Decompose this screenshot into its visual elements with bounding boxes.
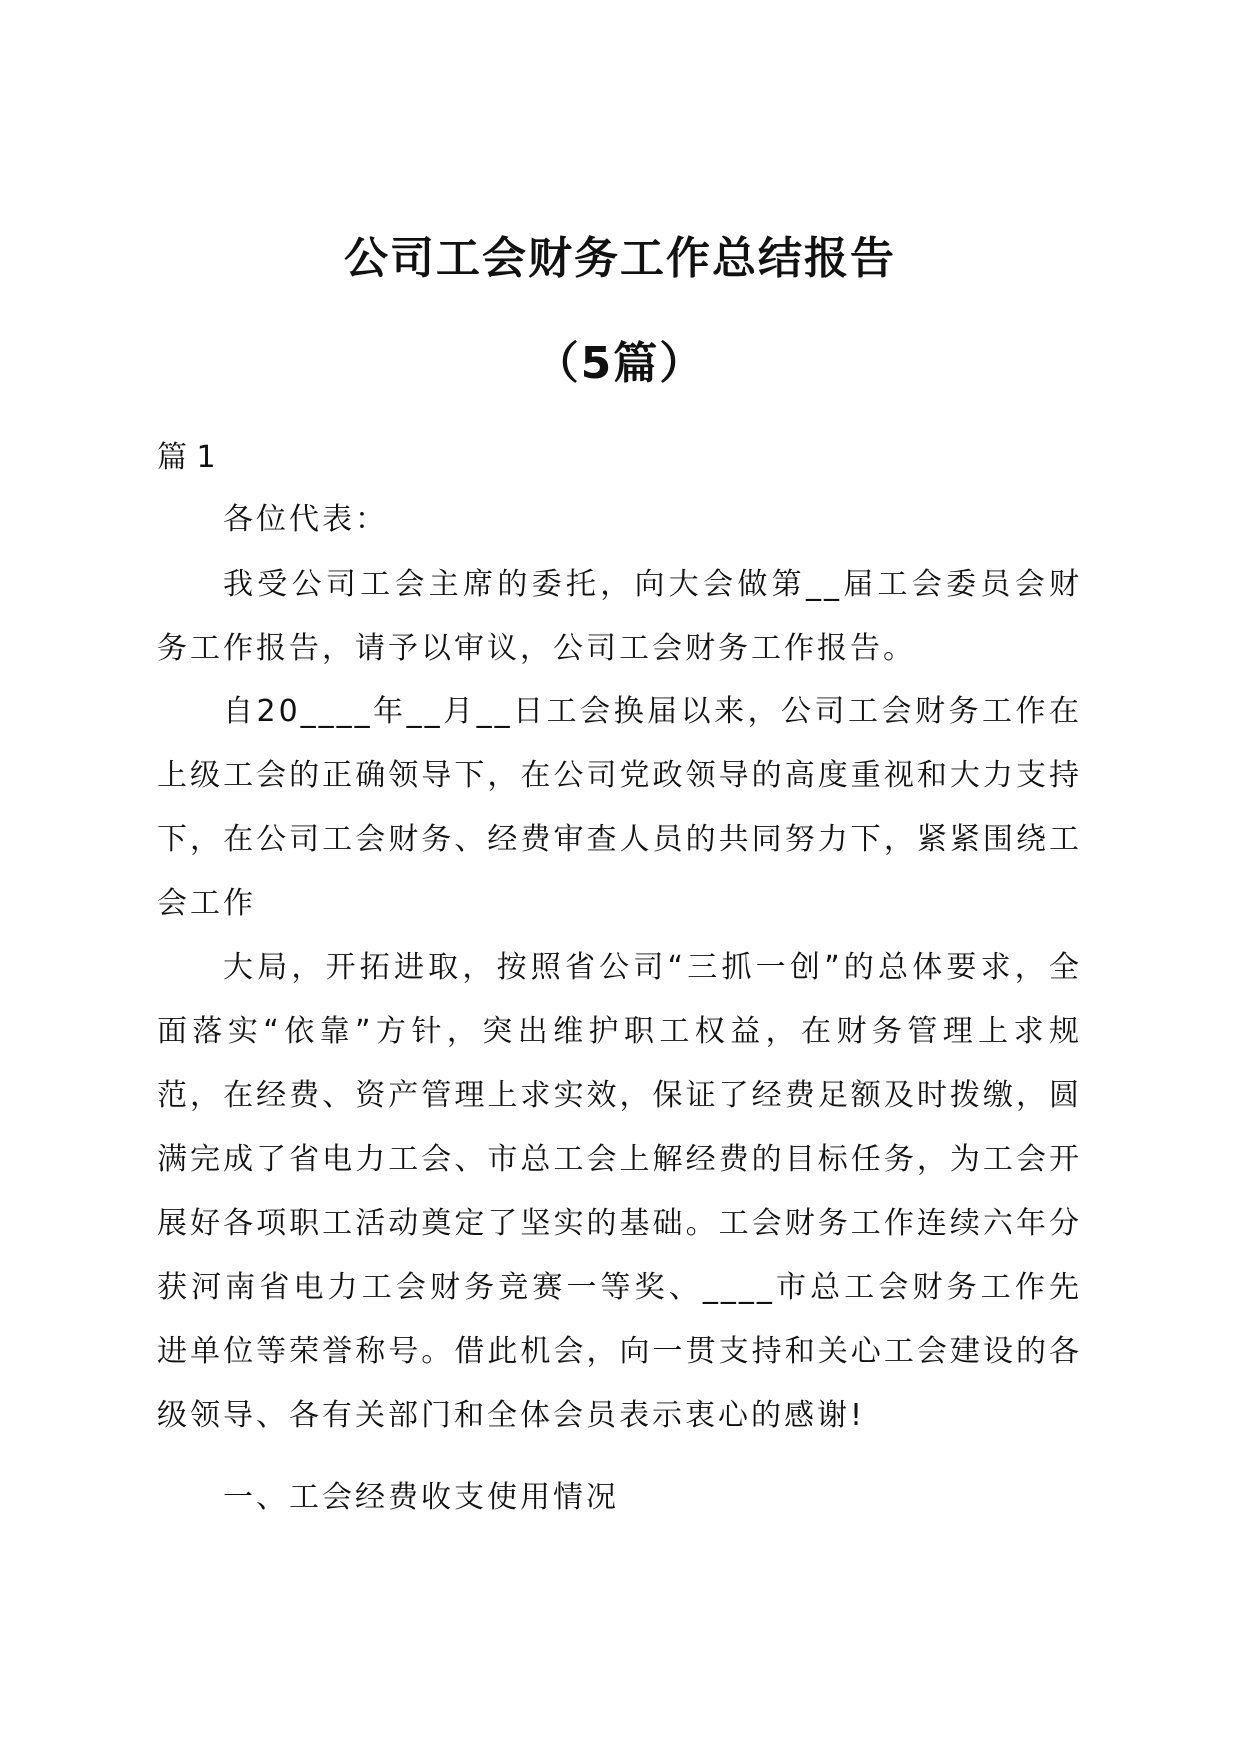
section-label: 篇 1 <box>157 440 216 475</box>
greeting-paragraph: 各位代表： <box>223 502 388 537</box>
section-heading-1: 一、工会经费收支使用情况 <box>223 1480 619 1515</box>
overall-paragraph: 大局，开拓进取，按照省公司“三抓一创”的总体要求，全面落实“依靠”方针，突出维护职工权益，在财务管理上求规范，在经费、资产管理上求实效，保证了经费足额及时拨缴，圆满完成了省电力工会、市总工会上解经费的目标任务，为工会开展好各项职工活动奠定了坚实的基础。工会财务工作连续六年分获河南省电力工会财务竞赛一等奖、____市总工会财务工作先进单位等荣誉称号。借此机会，向一贯支持和关心工会建设的各级领导、各有关部门和全体会员表示衷心的感谢! <box>157 950 1082 1433</box>
document-title: 公司工会财务工作总结报告 <box>344 233 896 284</box>
document-subtitle: （5篇） <box>534 338 706 389</box>
since-paragraph: 自20____年__月__日工会换届以来，公司工会财务工作在上级工会的正确领导下，在公司党政领导的高度重视和大力支持下，在公司工会财务、经费审查人员的共同努力下，紧紧围绕工会工作 <box>157 694 1082 921</box>
intro-paragraph: 我受公司工会主席的委托，向大会做第__届工会委员会财务工作报告，请予以审议，公司工会财务工作报告。 <box>157 567 1082 666</box>
